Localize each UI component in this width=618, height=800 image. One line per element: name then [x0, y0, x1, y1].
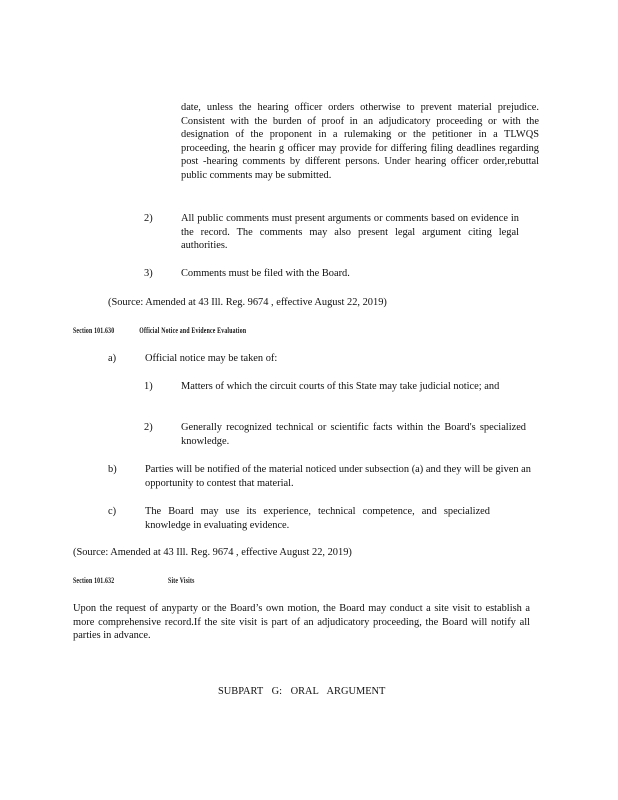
- section-body: Upon the request of anyparty or the Board’s own motion, the Board may conduct a site visit to establish a more comprehensive record.If the site visit is part of an adjudicatory proceeding, the Board will notify all parties in advance.: [73, 603, 530, 642]
- source-note: (Source: Amended at 43 Ill. Reg. 9674 , effective August 22, 2019): [108, 297, 387, 308]
- section-heading-101-632: [73, 576, 195, 586]
- subpart-heading: SUBPART G: ORAL ARGUMENT: [218, 686, 386, 697]
- section-title: Official Notice and Evidence Evaluation: [139, 326, 247, 335]
- source-note: (Source: Amended at 43 Ill. Reg. 9674 , effective August 22, 2019): [73, 547, 352, 558]
- subitem-text-2: Generally recognized technical or scientific facts within the Board's specialized knowledge.: [181, 422, 526, 447]
- item-text-3: Comments must be filed with the Board.: [181, 268, 350, 279]
- item-label-2: 2): [144, 213, 153, 224]
- subitem-label-1: 1): [144, 381, 153, 392]
- item-label-a: a): [108, 353, 117, 364]
- item-label-c: c): [108, 506, 117, 517]
- item-text-c: The Board may use its experience, technical competence, and specialized knowledge in evaluating evidence.: [145, 506, 490, 531]
- continuation-paragraph: date, unless the hearing officer orders otherwise to prevent material prejudice. Consistent with the burden of proof in an adjudicatory proceeding or with the designation of the proponent in a rulemaking or the petitioner in a TLWQS proceeding, the hearin g officer may provide for differing filing deadlines regarding post -hearing comments by different persons. Under hearing officer order,rebuttal public comments may be submitted.: [181, 102, 539, 181]
- subitem-text-1: Matters of which the circuit courts of this State may take judicial notice; and: [181, 381, 500, 392]
- item-text-b: Parties will be notified of the material noticed under subsection (a) and they will be given an opportunity to contest that material.: [145, 464, 531, 489]
- section-number: Section 101.630: [73, 326, 115, 335]
- item-label-3: 3): [144, 268, 153, 279]
- item-text-a: Official notice may be taken of:: [145, 353, 278, 364]
- section-number: Section 101.632: [73, 576, 115, 585]
- subitem-label-2: 2): [144, 422, 153, 433]
- section-heading-101-630: [73, 326, 246, 336]
- item-label-b: b): [108, 464, 117, 475]
- section-title: Site Visits: [168, 576, 195, 585]
- item-text-2: All public comments must present arguments or comments based on evidence in the record. The comments may also present legal argument citing legal authorities.: [181, 213, 519, 252]
